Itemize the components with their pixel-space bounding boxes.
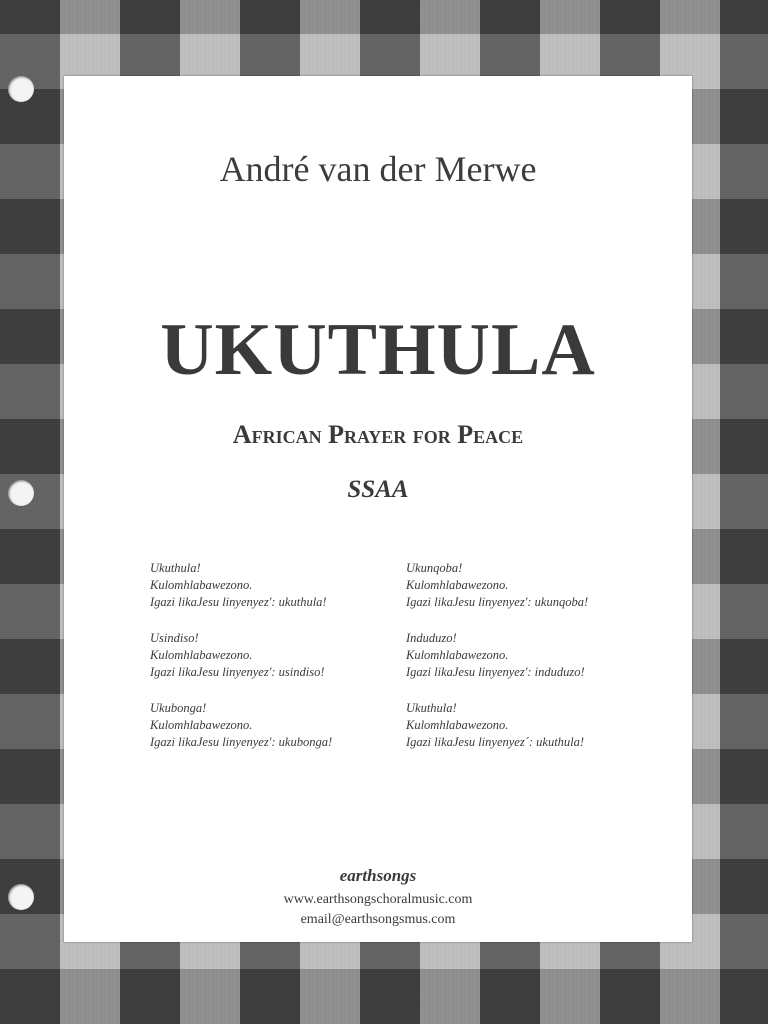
lyric-line: Kulomhlabawezono. — [406, 648, 509, 662]
cover-sheet — [64, 76, 692, 942]
lyric-line: Ukunqoba! — [406, 561, 463, 575]
lyric-line: Igazi likaJesu linyenyez': ukuthula! — [150, 595, 327, 609]
lyric-line: Induduzo! — [406, 631, 457, 645]
lyric-line: Ukubonga! — [150, 701, 207, 715]
lyrics-stanza — [406, 700, 656, 751]
publisher-email: email@earthsongsmus.com — [300, 912, 456, 927]
composer-name: André van der Merwe — [219, 149, 537, 189]
lyrics-stanza — [406, 560, 656, 611]
piece-title: UKUTHULA — [160, 309, 596, 391]
lyric-line: Kulomhlabawezono. — [406, 578, 509, 592]
binder-hole-bottom — [8, 884, 34, 910]
lyrics-column-right — [406, 560, 656, 770]
lyrics-stanza — [150, 560, 400, 611]
lyric-line: Ukuthula! — [150, 561, 201, 575]
lyrics-stanza — [150, 700, 400, 751]
lyric-line: Usindiso! — [150, 631, 199, 645]
lyrics-column-left — [150, 560, 400, 770]
binder-hole-top — [8, 76, 34, 102]
binder-hole-middle — [8, 480, 34, 506]
lyric-line: Kulomhlabawezono. — [150, 648, 253, 662]
lyric-line: Igazi likaJesu linyenyez': ukunqoba! — [406, 595, 589, 609]
lyric-line: Kulomhlabawezono. — [150, 718, 253, 732]
lyric-line: Igazi likaJesu linyenyez': induduzo! — [406, 665, 585, 679]
publisher-website: www.earthsongschoralmusic.com — [283, 892, 473, 907]
lyrics-stanza — [406, 630, 656, 681]
lyrics-stanza — [150, 630, 400, 681]
voicing-label: SSAA — [347, 476, 409, 503]
lyric-line: Igazi likaJesu linyenyez': usindiso! — [150, 665, 325, 679]
lyric-line: Ukuthula! — [406, 701, 457, 715]
lyric-line: Kulomhlabawezono. — [150, 578, 253, 592]
piece-subtitle: African Prayer for Peace — [232, 420, 524, 449]
lyric-line: Kulomhlabawezono. — [406, 718, 509, 732]
lyric-line: Igazi likaJesu linyenyez': ukubonga! — [150, 735, 333, 749]
lyric-line: Igazi likaJesu linyenyez´: ukuthula! — [406, 735, 585, 749]
publisher-name: earthsongs — [339, 866, 417, 885]
